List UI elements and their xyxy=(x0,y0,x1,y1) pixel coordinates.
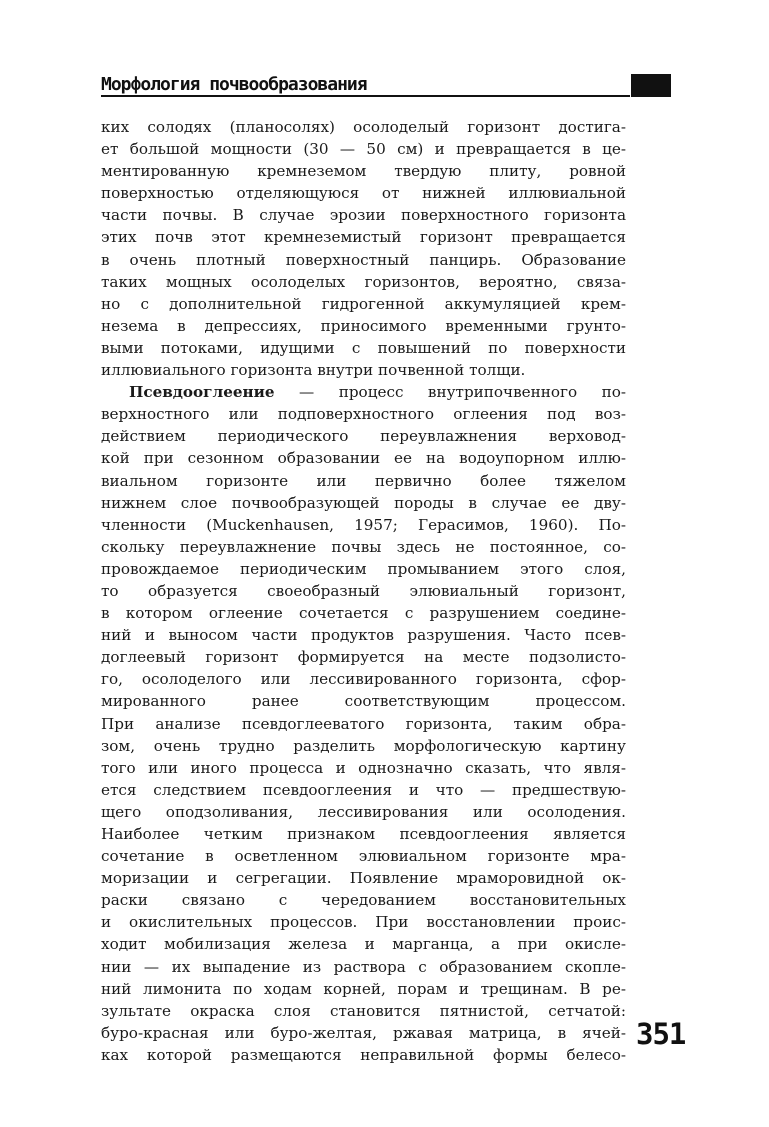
text-line: ется следствием псевдооглеения и что — предшествую- xyxy=(101,780,626,799)
text-line: Наиболее четким признаком псевдооглеения является xyxy=(101,825,626,843)
text-line: то образуется своеобразный элювиальный горизонт, xyxy=(101,581,626,600)
text-line xyxy=(101,381,626,403)
text-line: раски связано с чередованием восстановительных xyxy=(101,891,626,910)
text-line: части почвы. В случае эрозии поверхностного горизонта xyxy=(101,206,626,225)
text-line: выми потоками, идущими с повышений по поверхности xyxy=(101,338,626,357)
text-line: в котором оглеение сочетается с разрушением соедине- xyxy=(101,604,626,623)
text-line: ходит мобилизация железа и марганца, а при окисле- xyxy=(101,935,626,954)
text-line: щего оподзоливания, лессивирования или осолодения. xyxy=(101,802,626,821)
text-line: виальном горизонте или первично более тяжелом xyxy=(101,471,626,490)
text-line: но с дополнительной гидрогенной аккумуляцией крем- xyxy=(101,294,626,313)
text-line: ет большой мощности (30 — 50 см) и превращается в це- xyxy=(101,140,626,159)
text-line: в очень плотный поверхностный панцирь. Образование xyxy=(101,250,626,269)
text-line: го, осолоделого или лессивированного горизонта, сфор- xyxy=(101,670,626,689)
text-line: сочетание в осветленном элювиальном горизонте мра- xyxy=(101,847,626,866)
text-line: нии — их выпадение из раствора с образованием скопле- xyxy=(101,957,626,976)
text-line: таких мощных осолоделых горизонтов, вероятно, связа- xyxy=(101,272,626,291)
text-line: действием периодического переувлажнения верховод- xyxy=(101,427,626,446)
text-line: При анализе псевдоглееватого горизонта, таким обра- xyxy=(101,714,626,733)
text-line: моризации и сегрегации. Появление мраморовидной ок- xyxy=(101,869,626,888)
text-line: скольку переувлажнение почвы здесь не постоянное, со- xyxy=(101,537,626,556)
text-line: ках которой размещаются неправильной формы белесо- xyxy=(101,1045,626,1064)
text-line: доглеевый горизонт формируется на месте подзолисто- xyxy=(101,648,626,667)
header-black-tab xyxy=(631,74,671,97)
text-line: ний и выносом части продуктов разрушения. Часто псев- xyxy=(101,626,626,645)
text-line: членности (Muckenhausen, 1957; Герасимов, 1960). По- xyxy=(101,515,626,534)
page-number: 351 xyxy=(636,1017,686,1051)
text-line: провождаемое периодическим промыванием этого слоя, xyxy=(101,559,626,578)
text-line: верхностного или подповерхностного оглеения под воз- xyxy=(101,405,626,424)
paragraph-1 xyxy=(101,116,626,381)
text-line: нижнем слое почвообразующей породы в случае ее дву- xyxy=(101,493,626,512)
text-line: ний лимонита по ходам корней, порам и трещинам. В ре- xyxy=(101,979,626,998)
text-line: незема в депрессиях, приносимого временными грунто- xyxy=(101,316,626,335)
defined-term: Псевдооглеение xyxy=(129,383,275,402)
running-header xyxy=(101,72,671,100)
text-line: зультате окраска слоя становится пятнистой, сетчатой: xyxy=(101,1001,626,1020)
header-rule xyxy=(101,95,630,97)
text-line: буро-красная или буро-желтая, ржавая матрица, в ячей- xyxy=(101,1023,626,1042)
text-line: ких солодях (планосолях) осолоделый горизонт достига- xyxy=(101,118,626,136)
text-line: поверхностью отделяющуюся от нижней иллювиальной xyxy=(101,184,626,203)
paragraph-2 xyxy=(101,381,626,1066)
text-line: зом, очень трудно разделить морфологическую картину xyxy=(101,736,626,755)
text-line: того или иного процесса и однозначно сказать, что явля- xyxy=(101,758,626,777)
running-title: Морфология почвообразования xyxy=(101,74,367,95)
text-line: кой при сезонном образовании ее на водоупорном иллю- xyxy=(101,449,626,468)
text-line: иллювиального горизонта внутри почвенной толщи. xyxy=(101,361,526,380)
text-span: — процесс внутрипочвенного по- xyxy=(274,383,626,402)
text-line: ментированную кремнеземом твердую плиту, ровной xyxy=(101,162,626,181)
text-line: мированного ранее соответствующим процессом. xyxy=(101,692,626,711)
text-line: и окислительных процессов. При восстановлении проис- xyxy=(101,913,626,932)
body-text xyxy=(101,116,626,1066)
text-line: этих почв этот кремнеземистый горизонт превращается xyxy=(101,228,626,247)
